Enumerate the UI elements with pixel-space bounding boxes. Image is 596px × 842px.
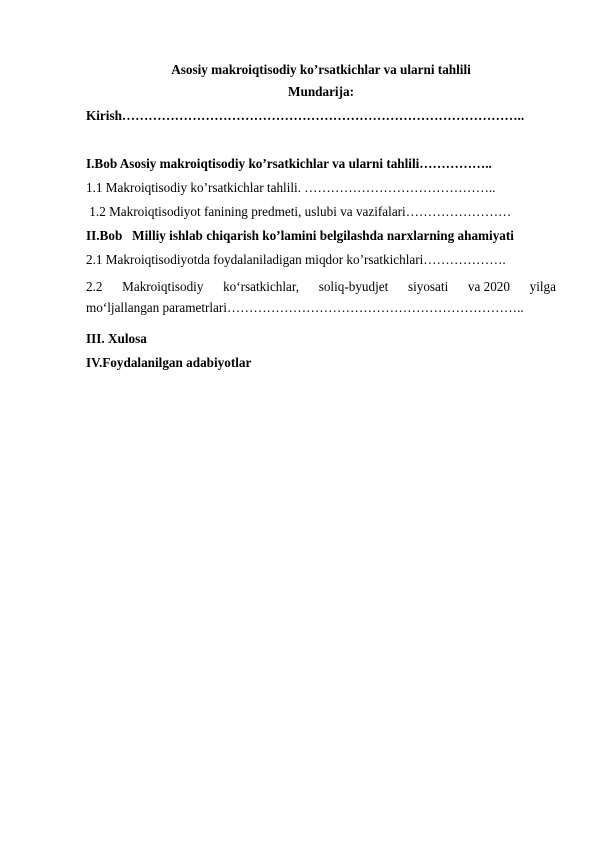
toc-word: yilga xyxy=(529,279,556,294)
toc-entry-section-2-2-line-2: mo‘ljallangan parametrlari………………………………………………………….. xyxy=(86,300,524,315)
toc-word: Makroiqtisodiy xyxy=(122,279,204,294)
toc-entry-section-1-2: 1.2 Makroiqtisodiyot fanining predmeti, uslubi va vazifalari…………………… xyxy=(86,204,512,219)
toc-entry-section-1-1: 1.1 Makroiqtisodiy ko’rsatkichlar tahlili. …………………………………….. xyxy=(86,180,496,195)
toc-entry-section-2-1: 2.1 Makroiqtisodiyotda foydalaniladigan miqdor ko’rsatkichlari………………. xyxy=(86,252,506,267)
toc-word: ko‘rsatkichlar, xyxy=(223,279,300,294)
toc-word: soliq-byudjet xyxy=(318,279,389,294)
toc-word: siyosati xyxy=(407,279,449,294)
toc-entry-chapter-3: III. Xulosa xyxy=(86,331,147,346)
toc-word: 2.2 xyxy=(86,279,103,294)
toc-entry-chapter-1: I.Bob Asosiy makroiqtisodiy ko’rsatkichlar va ularni tahlili…………….. xyxy=(86,156,492,171)
toc-entry-chapter-4: IV.Foydalanilgan adabiyotlar xyxy=(86,355,252,370)
toc-entry-section-2-2-line-1 xyxy=(86,279,556,295)
toc-entry-chapter-2: II.Bob Milliy ishlab chiqarish ko’lamini belgilashda narxlarning ahamiyati xyxy=(86,228,514,243)
toc-heading: Mundarija: xyxy=(288,84,354,99)
toc-entry-intro: Kirish……………………………………………………………………………….. xyxy=(86,108,525,123)
toc-word: va 2020 xyxy=(467,279,510,294)
document-title: Asosiy makroiqtisodiy ko’rsatkichlar va ularni tahlili xyxy=(171,62,471,77)
